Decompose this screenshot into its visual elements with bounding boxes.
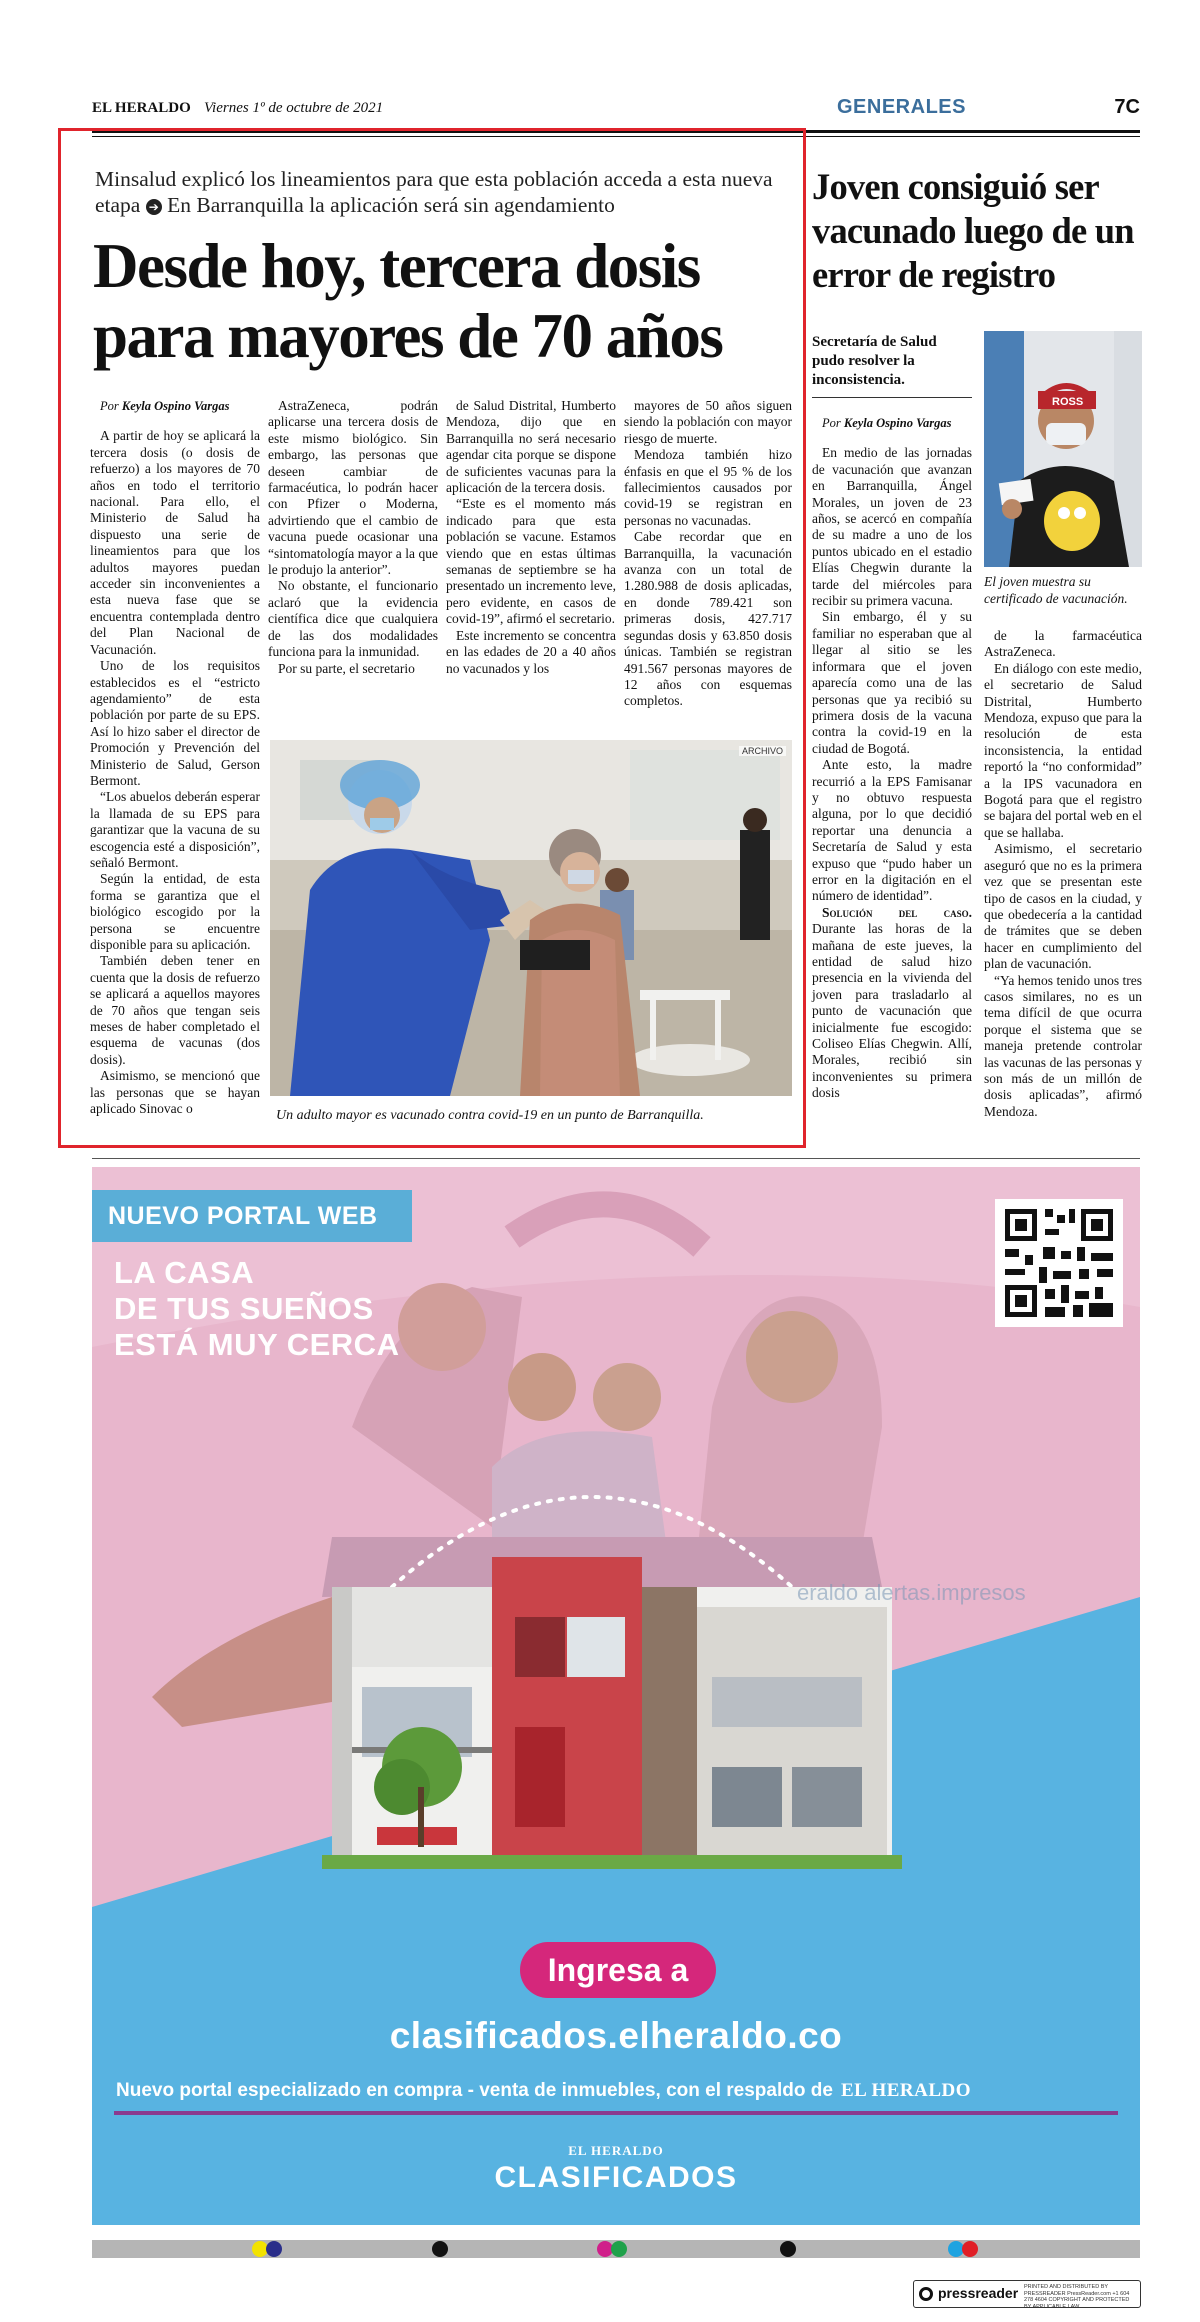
page-header (92, 96, 1140, 126)
paragraph: Por su parte, el secretario (278, 660, 415, 676)
registration-dot (780, 2241, 796, 2257)
ingresa-button[interactable]: Ingresa a (520, 1942, 716, 1998)
paragraph: Solución del caso. Durante las horas de la mañana de este jueves, la entidad de salud hizo presencia en la vivienda del joven para trasladarlo al punto de vacunación que inicialmente fue escogido: Coliseo Elías Chegwin. Allí, Morales, recibió sin inconvenientes su primera dosis (812, 904, 972, 1101)
photo-caption: Un adulto mayor es vacunado contra covid-19 en un punto de Barranquilla. (276, 1108, 704, 1123)
clasificados-logo: CLASIFICADOS (494, 2161, 738, 2194)
paragraph: En medio de las jornadas de vacunación que avanzan en Barranquilla, Ángel Morales, un joven de 23 años, se acercó en compañía de su madre a uno de los puntos ubicado en el estadio Elías Chegwin durante la tarde del miércoles para recibir su primera vacuna. (812, 445, 972, 609)
paragraph: Mendoza también hizo énfasis en que el 95 % de los fallecimientos causados por covid-19 se registran en personas no vacunadas. (624, 447, 792, 528)
paragraph: También deben tener en cuenta que la dosis de refuerzo se aplicará a aquellos mayores de 70 años que tengan seis meses de haber completado el esquema de vacunas (dos dosis). (90, 953, 260, 1067)
side-subhead: Secretaría de Salud pudo resolver la inconsistencia. (812, 334, 937, 388)
newspaper-brand: EL HERALDO (92, 100, 191, 116)
paragraph: “Este es el momento más indicado para que esta población se vacune. Estamos viendo que en estas últimas semanas de septiembre se ha presentado un incremento leve, pero evidente, en casos de covid-19”, afirmó el secretario. (446, 496, 616, 627)
paragraph: mayores de 50 años siguen siendo la población con mayor riesgo de muerte. (624, 398, 792, 446)
qr-code-icon[interactable] (995, 1199, 1123, 1327)
page-number: 7C (1114, 96, 1140, 118)
paragraph: “Ya hemos tenido unos tres casos similares, no es un tema difícil de que ocurra porque el sistema que se maneja pretende controlar las vacunas de las personas y son más de un millón de dosis aplicadas”, afirmó Mendoza. (984, 972, 1142, 1119)
clasificados-logo-brand: EL HERALDO (568, 2143, 664, 2158)
subsection-label: Solución del caso. (822, 904, 972, 920)
paragraph: Sin embargo, él y su familiar no esperaban que al llegar al sitio se les informara que el joven aparecía como una de las personas que ya recibió su primera dosis de la vacuna contra la covid-19 en la ciudad de Bogotá. (812, 609, 972, 756)
ad-divider (114, 2111, 1118, 2115)
registration-dot (432, 2241, 448, 2257)
ad-banner (92, 1190, 412, 1242)
section-divider (92, 1158, 1140, 1159)
side-column-1 (812, 415, 972, 1102)
vaccination-illustration (270, 740, 792, 1096)
ad-desc-brand: EL HERALDO (840, 2080, 972, 2101)
ad-url-link[interactable]: clasificados.elheraldo.co (389, 2015, 843, 2056)
paragraph: de Salud Distrital, Humberto Mendoza, dijo que en Barranquilla no será necesario agendar cita porque se dispone de suficientes vacunas para la aplicación de la tercera dosis. (446, 398, 616, 496)
photo-credit: ARCHIVO (739, 746, 786, 756)
kicker-part-a: Minsalud explicó los lineamientos para que esta población acceda a esta nueva etapa (95, 167, 773, 217)
paragraph: A partir de hoy se aplicará la tercera dosis (o dosis de refuerzo) a los mayores de 70 años en todo el territorio nacional. Para ello, el Ministerio de Salud ha dispuesto una serie de lineamientos para que los adultos mayores puedan acceder sin inconvenientes a esta nueva fase que se encuentra contemplada dentro del Plan Nacional de Vacunación. (90, 428, 260, 657)
issue-date: Viernes 1º de octubre de 2021 (204, 100, 384, 116)
registration-dot (611, 2241, 627, 2257)
pressreader-icon (919, 2287, 933, 2301)
paragraph: Ante esto, la madre recurrió a la EPS Famisanar y no obtuvo respuesta alguna, por lo que decidió reportar una denuncia a Secretaría de Salud y esta expuso que “pudo haber un error en la digitación en el número de identidad”. (812, 757, 972, 904)
article-byline: Por Keyla Ospino Vargas (100, 399, 230, 413)
side-byline: Por Keyla Ospino Vargas (822, 416, 952, 430)
pressreader-badge[interactable] (913, 2280, 1141, 2308)
paragraph: En diálogo con este medio, el secretario de Salud Distrital, Humberto Mendoza, expuso que para la resolución de esta inconsistencia, la entidad reportó la “no conformidad” a la IPS vacunadora en Bogotá para que el registro se bajara del portal web en el que se hallaba. (984, 660, 1142, 840)
article-column-4 (624, 398, 792, 710)
paragraph: No obstante, el funcionario aclaró que la evidencia científica dice que cualquiera de las dos modalidades funciona para la inmunidad. (268, 578, 438, 660)
article-kicker (95, 166, 795, 218)
article-column-1 (90, 398, 260, 1117)
article-column-3 (446, 398, 616, 677)
headline-line-1: Desde hoy, tercera dosis (93, 231, 700, 301)
article-headline (93, 231, 803, 371)
paragraph: Asimismo, el secretario aseguró que no es la primera vez que se presentan este tipo de casos en la ciudad, y que obedecería a la cantidad de trámites que se deben hacer en cumplimiento del plan de vacunación. (984, 841, 1142, 972)
registration-dot (266, 2241, 282, 2257)
ad-tagline: LA CASA DE TUS SUEÑOS ESTÁ MUY CERCA (114, 1255, 400, 1362)
classifieds-advertisement[interactable] (92, 1167, 1140, 2225)
section-name: GENERALES (837, 96, 966, 118)
paragraph: Este incremento se concentra en las edades de 20 a 40 años no vacunados y los (446, 627, 616, 676)
subhead-rule (812, 397, 972, 398)
paragraph: “Los abuelos deberán esperar la llamada de su EPS para garantizar que la vacuna de su escogencia esté a disposición”, señaló Bermont. (90, 789, 260, 870)
paragraph: Asimismo, se mencionó que las personas que se hayan aplicado Sinovac o (90, 1068, 260, 1117)
paragraph: AstraZeneca, podrán aplicarse una tercera dosis de este mismo biológico. Sin embargo, las personas que deseen cambiar de farmacéutica, lo podrán hacer con Pfizer o Moderna, advirtiendo que el cambio de vacuna puede ocasionar una “sintomatología mayor a la que le produjo la anterior”. (268, 398, 438, 578)
pressreader-fineprint: PRINTED AND DISTRIBUTED BY PRESSREADER PressReader.com +1 604 278 4604 COPYRIGHT AND PROTECTED BY APPLICABLE LAW (1024, 2284, 1130, 2310)
side-photo-caption: El joven muestra su certificado de vacunación. (984, 574, 1128, 606)
side-column-2 (984, 628, 1142, 1120)
side-headline: Joven consiguió ser vacunado luego de un error de registro (812, 166, 1134, 295)
paragraph: Uno de los requisitos establecidos es el “estricto agendamiento” de esta población por parte de su EPS. Así lo hizo saber el director de Promoción y Prevención del Ministerio de Salud, Gerson Bermont. (90, 658, 260, 788)
kicker-part-b: En Barranquilla la aplicación será sin agendamiento (167, 193, 615, 217)
ad-watermark: eraldo alertas.impresos (797, 1580, 1026, 1605)
headline-line-2: para mayores de 70 años (93, 301, 723, 371)
ad-description: Nuevo portal especializado en compra - venta de inmuebles, con el respaldo de EL HERALDO (116, 2080, 972, 2101)
print-color-bar (92, 2240, 1140, 2258)
registration-dot (962, 2241, 978, 2257)
article-column-2 (268, 398, 438, 677)
young-man-illustration (984, 331, 1142, 567)
qr-code-graphic (995, 1199, 1123, 1327)
arrow-right-icon: ➔ (146, 199, 162, 215)
cap-text: ROSS (1052, 396, 1084, 408)
young-man-photo (984, 331, 1142, 567)
paragraph: de la farmacéutica AstraZeneca. (984, 628, 1142, 660)
vaccination-photo (270, 740, 792, 1096)
paragraph: Cabe recordar que en Barranquilla, la vacunación avanza con un total de 1.280.988 de dosis aplicadas, en donde 789.421 son primeras dosis, 427.717 segundas dosis y 63.850 dosis únicas. También se registran 491.567 personas mayores de 12 años con esquemas completos. (624, 529, 792, 709)
ad-banner-text: NUEVO PORTAL WEB (108, 1202, 378, 1230)
pressreader-name: pressreader (938, 2285, 1019, 2301)
paragraph: Según la entidad, de esta forma se garantiza que el biológico escogido por la persona se encuentre disponible para su aplicación. (90, 871, 260, 952)
